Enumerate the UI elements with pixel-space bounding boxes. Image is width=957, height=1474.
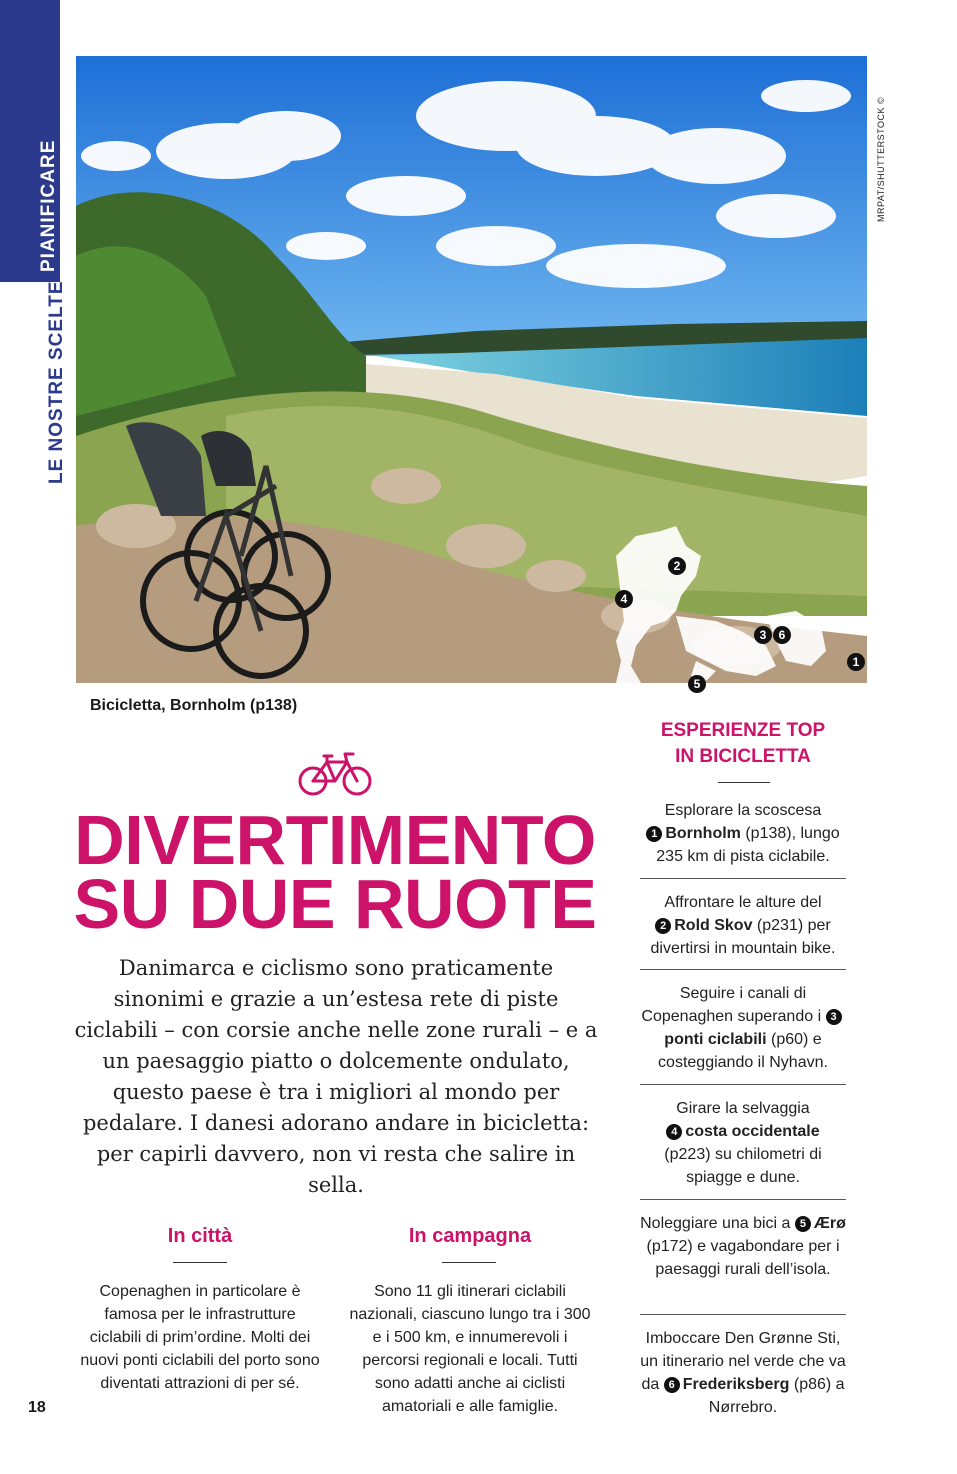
hero-photo-illustration (76, 56, 867, 691)
page-title (60, 801, 610, 943)
sidebar-item-place: ponti ciclabili (664, 1031, 767, 1048)
sidebar-item-place: Rold Skov (674, 917, 753, 934)
number-badge-icon: 4 (666, 1124, 682, 1140)
svg-text:1: 1 (852, 655, 860, 669)
sidebar-item-place: Bornholm (665, 825, 741, 842)
page-title-line1: DIVERTIMENTO (74, 801, 596, 879)
subsection-tab-label: LE NOSTRE SCELTE (46, 280, 67, 484)
sidebar-item: Girare la selvaggia 4 costa occidentale (p223) su chilometri di spiagge e dune. (664, 1100, 822, 1186)
column-heading-country: In campagna (408, 1225, 532, 1247)
bicycle-icon (297, 748, 373, 798)
map-marker-6 (773, 626, 791, 644)
section-tab-label: PIANIFICARE (38, 139, 59, 272)
map-marker-5 (688, 675, 706, 693)
sidebar-divider (640, 969, 846, 970)
sidebar-item: Affrontare le alture del 2 Rold Skov (p231) per divertirsi in mountain bike. (650, 894, 836, 957)
section-tab (0, 0, 60, 282)
sidebar-heading-rule (718, 782, 770, 783)
svg-text:4: 4 (620, 592, 628, 606)
sidebar-heading-line1: ESPERIENZE TOP (660, 720, 826, 741)
number-badge-icon: 5 (795, 1216, 811, 1232)
photo-caption: Bicicletta, Bornholm (p138) (90, 697, 298, 714)
sidebar-item: Esplorare la scoscesa 1 Bornholm (p138), lungo 235 km di pista ciclabile. (640, 799, 846, 868)
sidebar-item-place: Frederiksberg (682, 1376, 790, 1393)
sidebar-divider (640, 1084, 846, 1085)
sidebar-item: Seguire i canali di Copenaghen superando i 3ponti ciclabili (p60) e costeggiando il Nyhavn. (640, 982, 846, 1074)
map-marker-1 (847, 653, 865, 671)
sidebar-item: Imboccare Den Grønne Sti, un itinerario nel verde che va da 6 Frederiksberg (p86) a Nørrebro. (640, 1330, 846, 1416)
sidebar-item-place: Ærø (813, 1215, 846, 1232)
number-badge-icon: 2 (655, 918, 671, 934)
svg-text:5: 5 (693, 677, 701, 691)
number-badge-icon: 1 (646, 826, 662, 842)
page-title-line2: SU DUE RUOTE (73, 865, 597, 943)
map-marker-3 (754, 626, 772, 644)
column-text-country: Sono 11 gli itinerari ciclabili nazionali, ciascuno lungo tra i 300 e i 500 km, e innumerevoli i percorsi regionali e locali. Tutti sono adatti anche ai ciclisti amatoriali e alle famiglie. (349, 1283, 591, 1415)
column-text-city: Copenaghen in particolare è famosa per le infrastrutture ciclabili di prim’ordine. Molti dei nuovi ponti ciclabili del porto sono diventati attrazioni di per sé. (80, 1283, 320, 1392)
hero-photo (76, 56, 867, 691)
column-rule-country (442, 1262, 496, 1263)
sidebar-item: Noleggiare una bici a 5 Ærø (p172) e vagabondare per i paesaggi rurali dell’isola. (640, 1215, 846, 1278)
photo-credit: MRPAT/SHUTTERSTOCK © (876, 96, 886, 222)
sidebar-divider (640, 1199, 846, 1200)
svg-text:6: 6 (778, 628, 786, 642)
intro-paragraph: Danimarca e ciclismo sono praticamente sinonimi e grazie a un’estesa rete di piste ciclabili – con corsie anche nelle zone rurali – e a un paesaggio piatto o dolcemente ondulato, questo paese è tra i migliori al mondo per pedalare. I danesi adorano andare in bicicletta: per capirli davvero, non vi resta che salire in sella. (74, 956, 598, 1197)
sidebar-heading (640, 718, 846, 770)
column-heading-city: In città (167, 1225, 233, 1247)
number-badge-icon: 3 (826, 1009, 842, 1025)
map-marker-2 (668, 557, 686, 575)
sidebar-item-place: costa occidentale (685, 1123, 820, 1140)
map-marker-4 (615, 590, 633, 608)
number-badge-icon: 6 (664, 1377, 680, 1393)
sidebar-heading-line2: IN BICICLETTA (675, 746, 811, 767)
sidebar-divider (640, 878, 846, 879)
svg-text:3: 3 (759, 628, 767, 642)
sidebar-divider (640, 1314, 846, 1315)
page-number: 18 (28, 1399, 46, 1416)
column-rule-city (173, 1262, 227, 1263)
svg-text:2: 2 (673, 559, 681, 573)
